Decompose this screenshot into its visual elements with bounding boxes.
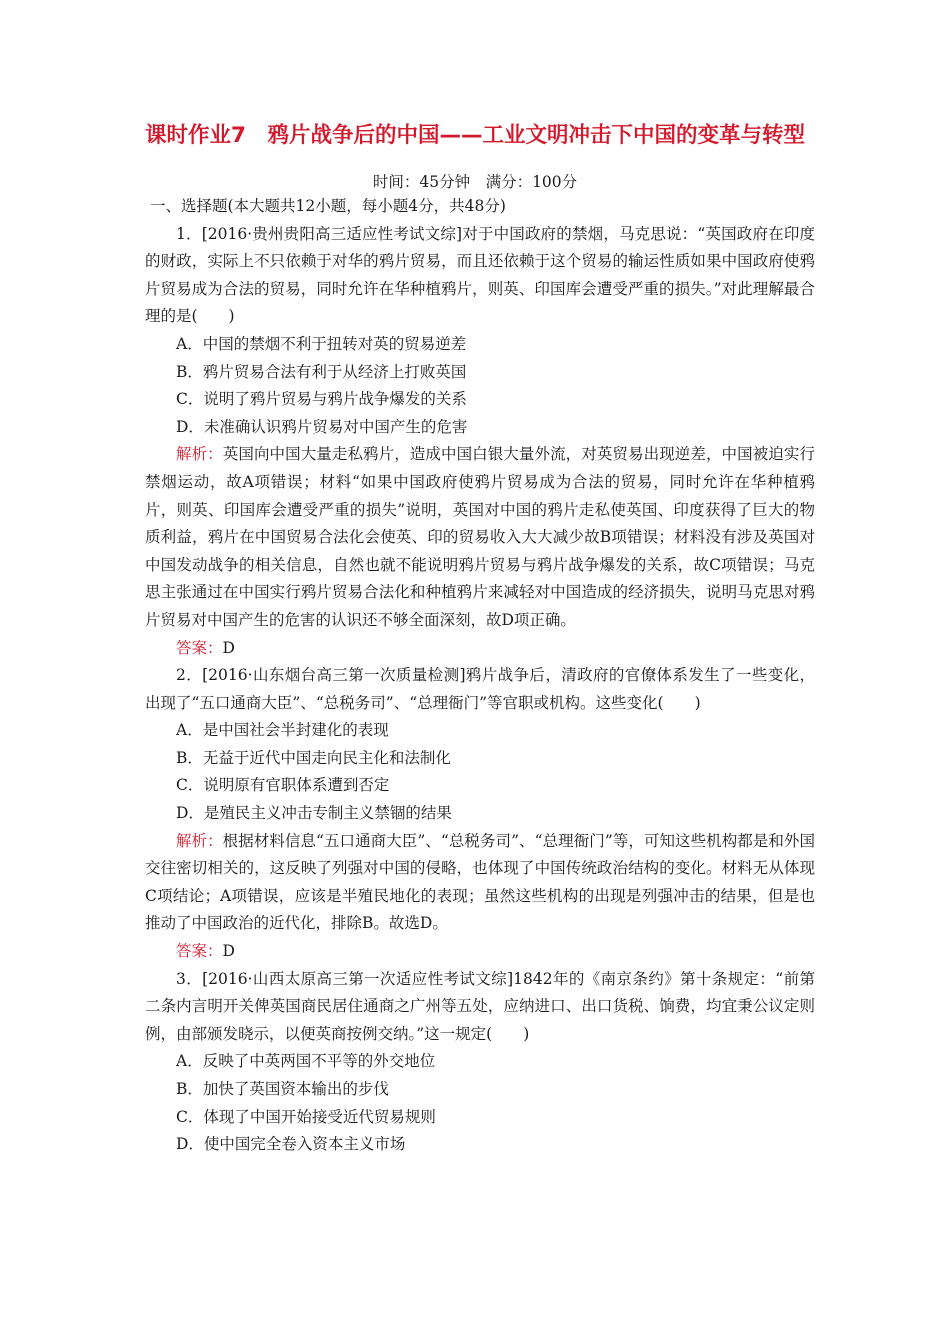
question-2-answer [145, 938, 815, 966]
question-3-option-b: B．加快了英国资本输出的步伐 [176, 1080, 389, 1098]
question-2-option-c: C．说明原有官职体系遭到否定 [176, 776, 390, 795]
page-title: 课时作业7 鸦片战争后的中国——工业文明冲击下中国的变革与转型 [145, 123, 805, 148]
question-2-option-b: B．无益于近代中国走向民主化和法制化 [176, 748, 451, 767]
analysis-label: 解析： [176, 445, 223, 464]
analysis-text: 英国向中国大量走私鸦片，造成中国白银大量外流，对英贸易出现逆差，中国被迫实行禁烟运动，故A项错误；材料“如果中国政府使鸦片贸易成为合法的贸易，同时允许在华种植鸦片，则英、印国库会遭受严重的损失”说明，英国对中国的鸦片走私使英国、印度获得了巨大的物质利益，鸦片在中国贸易合法化会使英、印的贸易收入大大减少故B项错误；材料没有涉及英国对中国发动战争的相关信息，自然也就不能说明鸦片贸易与鸦片战争爆发的关系，故C项错误；马克思主张通过在中国实行鸦片贸易合法化和种植鸦片来减轻对中国造成的经济损失，说明马克思对鸦片贸易对中国产生的危害的认识还不够全面深刻，故D项正确。 [145, 445, 815, 629]
question-1-option-b: B．鸦片贸易合法有利于从经济上打败英国 [176, 362, 467, 381]
question-3-stem: 3．[2016·山西太原高三第一次适应性考试文综]1842年的《南京条约》第十条规定：“前第二条内言明开关俾英国商民居住通商之广州等五处，应纳进口、出口货税、饷费，均宜秉公议定则例，由部颁发晓示，以便英商按例交纳。”这一规定( ) [145, 969, 815, 1043]
question-1-option-a: A．中国的禁烟不利于扭转对英的贸易逆差 [176, 334, 467, 353]
question-1-analysis [145, 441, 815, 634]
question-1-answer [145, 635, 815, 663]
question-2-option-d: D．是殖民主义冲击专制主义禁锢的结果 [176, 804, 452, 823]
time-score-info: 时间：45分钟 满分：100分 [372, 173, 578, 191]
document-body [145, 193, 815, 1159]
answer-value: D [222, 638, 235, 657]
answer-value: D [222, 942, 235, 961]
question-2-option-a: A．是中国社会半封建化的表现 [176, 721, 389, 740]
question-2-stem: 2．[2016·山东烟台高三第一次质量检测]鸦片战争后，清政府的官僚体系发生了一些变化，出现了“五口通商大臣”、“总税务司”、“总理衙门”等官职或机构。这些变化( ) [145, 666, 815, 712]
question-3-option-c: C．体现了中国开始接受近代贸易规则 [176, 1107, 436, 1126]
question-1-option-d: D．未准确认识鸦片贸易对中国产生的危害 [176, 417, 468, 436]
analysis-text: 根据材料信息“五口通商大臣”、“总税务司”、“总理衙门”等，可知这些机构都是和外国交往密切相关的，这反映了列强对中国的侵略，也体现了中国传统政治结构的变化。材料无从体现C项结论；A项错误，应该是半殖民地化的表现；虽然这些机构的出现是列强冲击的结果，但是也推动了中国政治的近代化，排除B。故选D。 [145, 831, 815, 933]
question-2-analysis [145, 828, 815, 938]
question-1-option-c: C．说明了鸦片贸易与鸦片战争爆发的关系 [176, 390, 467, 409]
answer-label: 答案： [176, 942, 223, 961]
question-1-stem: 1．[2016·贵州贵阳高三适应性考试文综]对于中国政府的禁烟，马克思说：“英国政府在印度的财政，实际上不只依赖于对华的鸦片贸易，而且还依赖于这个贸易的输运性质如果中国政府使鸦片贸易成为合法的贸易，同时允许在华种植鸦片，则英、印国库会遭受严重的损失。”对此理解最合理的是( ) [145, 224, 815, 326]
section-heading: 一、选择题(本大题共12小题，每小题4分，共48分) [150, 197, 506, 215]
analysis-label: 解析： [176, 831, 223, 850]
question-3-option-d: D．使中国完全卷入资本主义市场 [176, 1135, 406, 1154]
answer-label: 答案： [176, 638, 223, 657]
question-3-option-a: A．反映了中英两国不平等的外交地位 [176, 1052, 436, 1071]
